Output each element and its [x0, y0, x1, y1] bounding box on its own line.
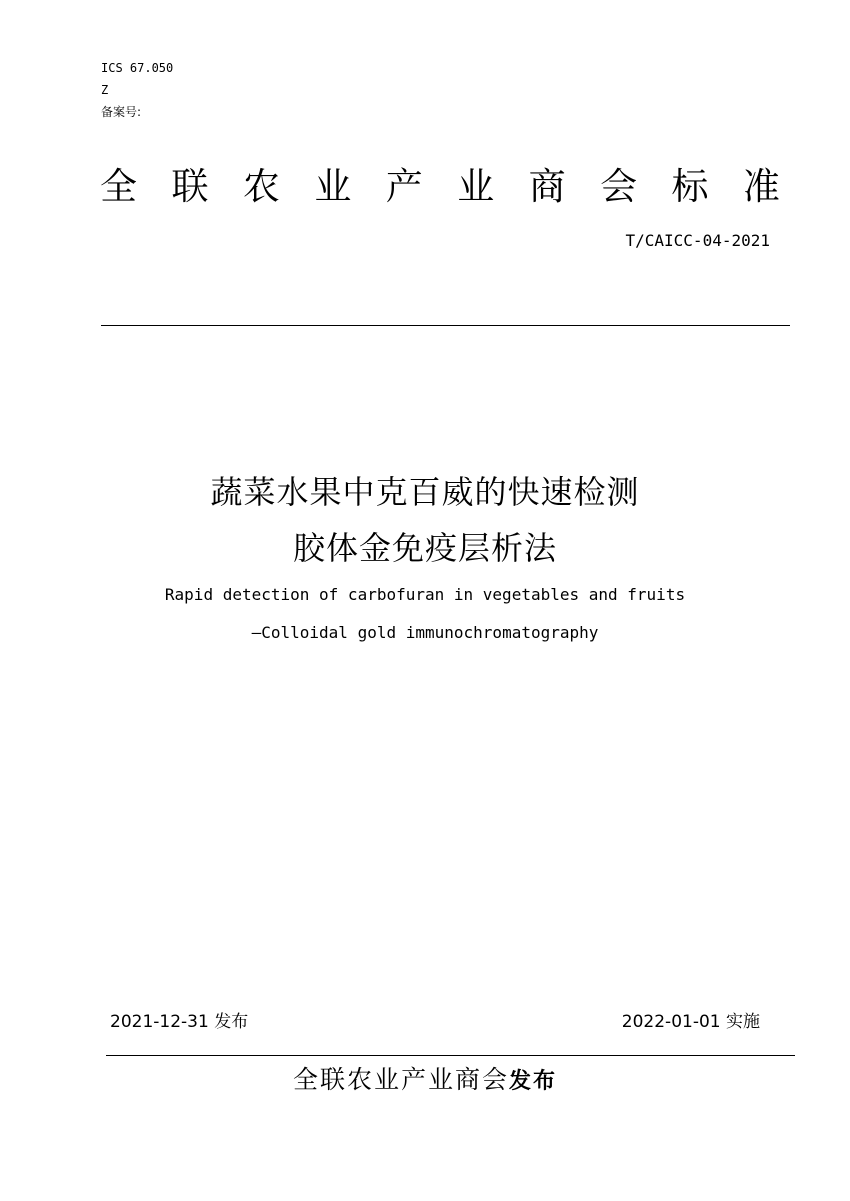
org-title-char: 准	[742, 165, 780, 208]
org-title-char: 业	[457, 165, 495, 208]
ics-code: ICS 67.050	[101, 61, 174, 75]
org-title-char: 全	[100, 165, 137, 208]
document-title-en-line1: Rapid detection of carbofuran in vegetables and fruits	[164, 585, 686, 604]
org-title-char: 标	[671, 165, 709, 208]
document-title-cn-line1: 蔬菜水果中克百威的快速检测	[210, 473, 640, 511]
org-title-char: 商	[528, 165, 566, 208]
organization-standard-title	[100, 160, 780, 214]
publisher	[0, 1062, 850, 1100]
publisher-suffix: 发布	[509, 1069, 558, 1094]
standard-code: T/CAICC-04-2021	[625, 231, 770, 250]
category-code: Z	[101, 83, 109, 97]
document-title-en-line2: —Colloidal gold immunochromatography	[251, 623, 599, 642]
org-title-char: 联	[171, 165, 209, 208]
publish-date: 2021-12-31 发布	[110, 1012, 249, 1032]
org-title-char: 产	[385, 165, 423, 208]
bottom-divider	[106, 1055, 795, 1056]
implementation-date: 2022-01-01 实施	[621, 1012, 760, 1032]
document-title-cn-line2: 胶体金免疫层析法	[292, 529, 557, 567]
org-title-char: 业	[314, 165, 352, 208]
org-title-char: 农	[242, 165, 280, 208]
publisher-name: 全联农业产业商会	[292, 1065, 509, 1094]
filing-number-label: 备案号:	[101, 105, 142, 119]
top-divider	[101, 325, 790, 326]
org-title-char: 会	[600, 165, 638, 208]
